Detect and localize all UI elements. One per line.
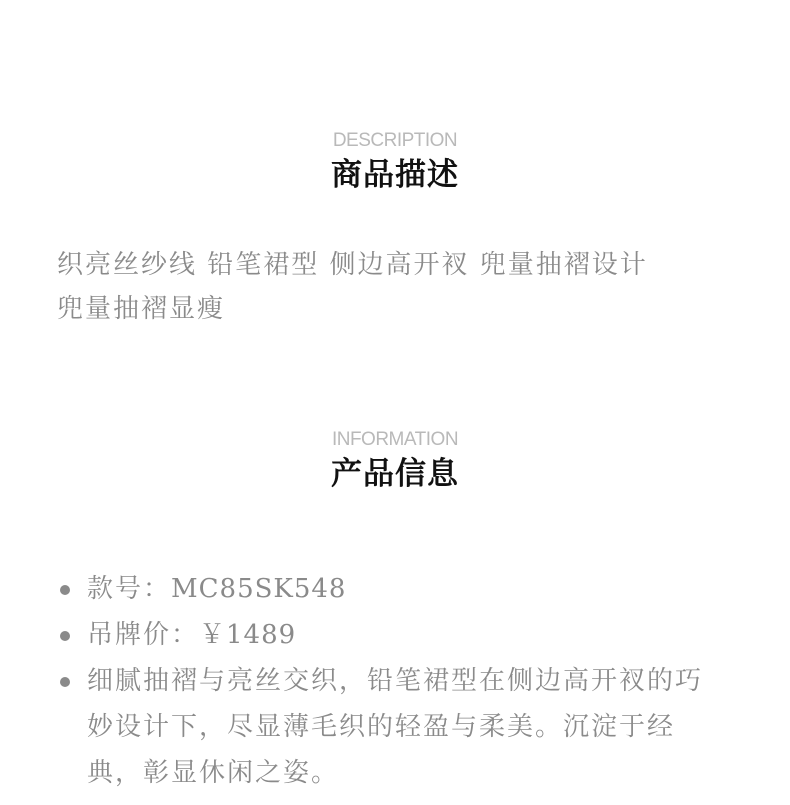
detail-line: 细腻抽褶与亮丝交织，铅笔裙型在侧边高开衩的巧 <box>87 666 704 696</box>
detail-line: 妙设计下，尽显薄毛织的轻盈与柔美。沉淀于经 <box>87 712 676 742</box>
information-section-title: 产品信息 <box>331 456 459 492</box>
bullet-dot-icon <box>60 585 70 595</box>
product-style-number-item <box>57 566 757 612</box>
description-line: 织亮丝纱线 铅笔裙型 侧边高开衩 兜量抽褶设计 <box>57 250 648 280</box>
bullet-dot-icon <box>60 631 70 641</box>
description-line: 兜量抽褶显瘦 <box>57 294 226 324</box>
product-detail-item <box>57 658 757 796</box>
bullet-dot-icon <box>60 677 70 687</box>
product-tag-price-item <box>57 612 757 658</box>
description-text <box>57 243 747 331</box>
detail-line: 典，彰显休闲之姿。 <box>87 758 340 788</box>
information-section-label: INFORMATION <box>331 429 459 450</box>
description-section-label: DESCRIPTION <box>332 130 458 151</box>
description-section-title: 商品描述 <box>331 157 459 193</box>
info-value: ￥1489 <box>199 620 297 650</box>
info-key: 吊牌价： <box>87 620 200 650</box>
product-info-list <box>57 566 757 796</box>
info-value: MC85SK548 <box>171 574 347 604</box>
info-key: 款号： <box>87 574 172 604</box>
